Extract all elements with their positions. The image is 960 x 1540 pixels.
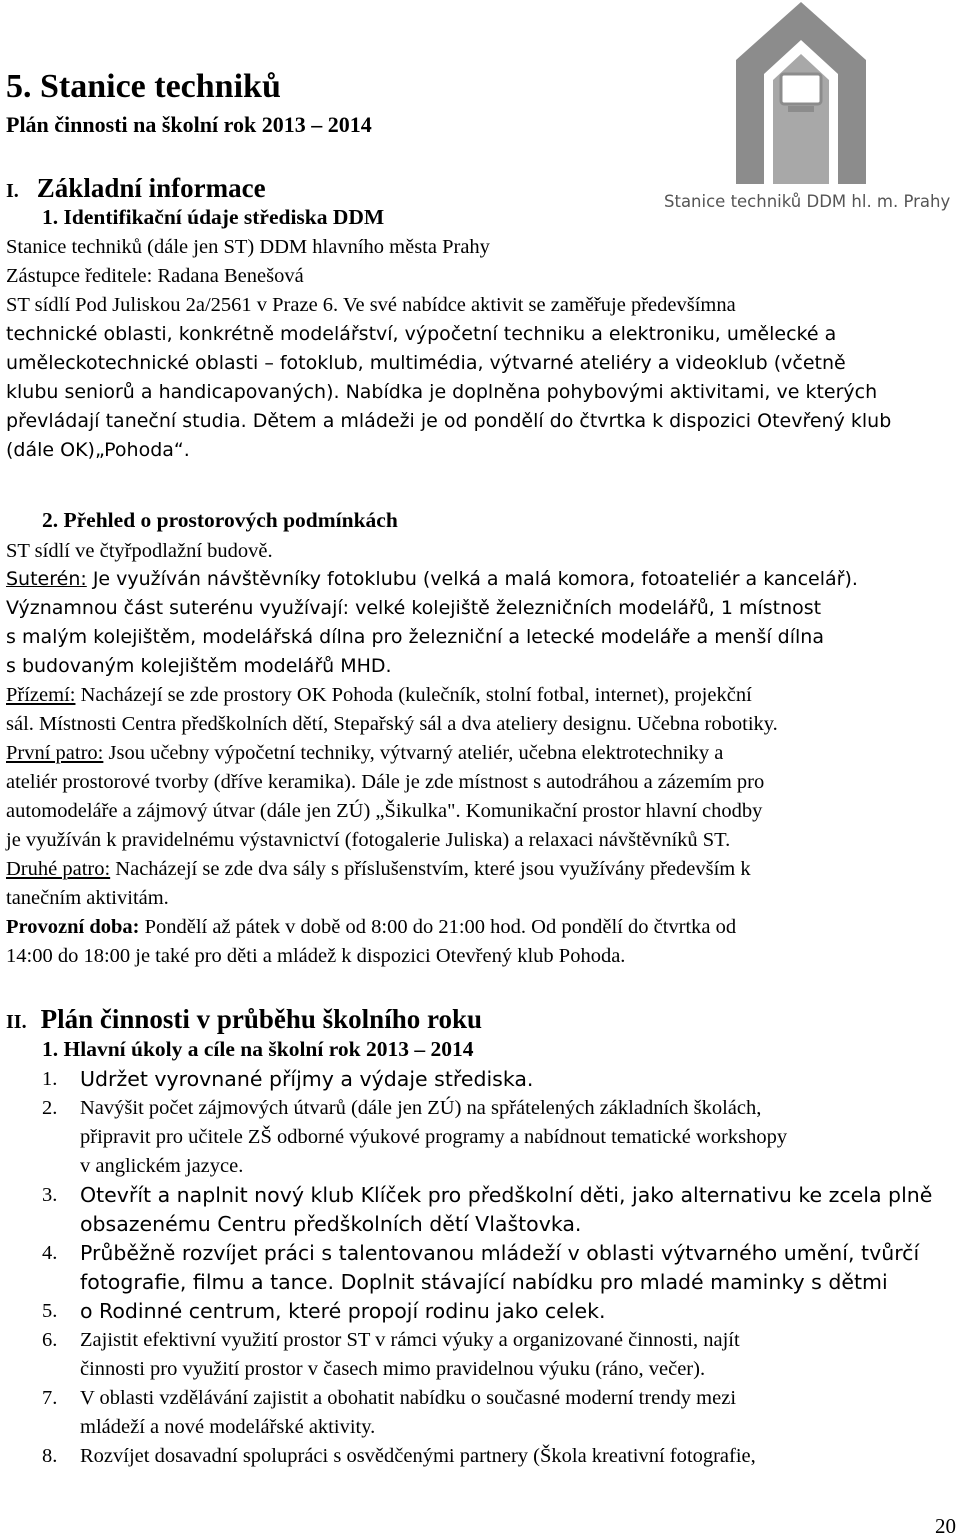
text-line: (dále OK)„Pohoda“. [6,439,190,461]
page-number: 20 [935,1514,956,1538]
text-line: je využíván k pravidelnému výstavnictví (fotogalerie Juliska) a relaxaci návštěvníků ST. [6,829,731,851]
list-item-line: obsazenému Centru předškolních dětí Vlaštovka. [80,1212,582,1236]
first-floor-paragraph [6,739,723,768]
subsection-identification-heading: 1. Identifikační údaje střediska DDM [42,205,385,229]
first-floor-text: Jsou učebny výpočetní techniky, výtvarný ateliér, učebna elektrotechniky a [103,742,724,764]
opening-hours-label: Provozní doba: [6,916,140,938]
basement-text: Je využíván návštěvníky fotoklubu (velká a malá komora, fotoateliér a kancelář). [86,568,858,590]
subsection-goals-heading: 1. Hlavní úkoly a cíle na školní rok 2013 – 2014 [42,1037,474,1061]
list-item: Navýšit počet zájmových útvarů (dále jen ZÚ) na spřátelených základních školách, [80,1097,762,1119]
text-line: převládají taneční studia. Dětem a mládeži je od pondělí do čtvrtka k dispozici Otevřený klub [6,410,892,432]
first-floor-label: První patro: [6,742,104,764]
text-line: Významnou část suterénu využívají: velké kolejiště železničních modelářů, 1 místnost [6,597,822,619]
second-floor-label: Druhé patro: [6,858,111,880]
second-floor-paragraph [6,855,751,884]
list-item-number: 6. [42,1329,58,1351]
opening-hours-text: Pondělí až pátek v době od 8:00 do 21:00 hod. Od pondělí do čtvrtka od [139,916,737,938]
text-line: uměleckotechnické oblasti – fotoklub, multimédia, výtvarné ateliéry a videoklub (včetně [6,352,846,374]
list-item-line: mládeží a nové modelářské aktivity. [80,1416,376,1438]
text-line: ateliér prostorové tvorby (dříve keramika). Dále je zde místnost s autodráhou a zázemím pro [6,771,765,793]
section-2-roman: II. [6,1011,27,1033]
house-computer-logo-icon [736,2,866,187]
page-title: 5. Stanice techniků [6,68,281,105]
section-2-title: Plán činnosti v průběhu školního roku [40,1004,482,1034]
text-line: s malým kolejištěm, modelářská dílna pro železniční a letecké modeláře a menší dílna [6,626,824,648]
text-line: Stanice techniků (dále jen ST) DDM hlavního města Prahy [6,236,490,258]
list-item-line: činnosti pro využití prostor v časech mimo pravidelnou výuku (ráno, večer). [80,1358,706,1380]
text-line: Zástupce ředitele: Radana Benešová [6,265,304,287]
list-item-number: 2. [42,1097,58,1119]
list-item-number: 8. [42,1445,58,1467]
section-1-title: Základní informace [36,173,266,203]
text-line: ST sídlí Pod Juliskou 2a/2561 v Praze 6. Ve své nabídce aktivit se zaměřuje předevšímna [6,294,736,316]
building-text: ST sídlí ve čtyřpodlažní budově. [6,540,273,562]
section-1-heading [6,173,266,204]
list-item: o Rodinné centrum, které propojí rodinu jako celek. [80,1299,606,1323]
list-item: Rozvíjet dosavadní spolupráci s osvědčenými partnery (Škola kreativní fotografie, [80,1445,756,1467]
list-item-number: 7. [42,1387,58,1409]
text-line: tanečním aktivitám. [6,887,169,909]
ground-floor-paragraph [6,681,752,710]
text-line: klubu seniorů a handicapovaných). Nabídka je doplněna pohybovými aktivitami, ve kterých [6,381,878,403]
opening-hours-paragraph [6,913,736,942]
list-item-line: v anglickém jazyce. [80,1155,244,1177]
text-line: sál. Místnosti Centra předškolních dětí, Stepařský sál a dva ateliery designu. Učebna robotiky. [6,713,778,735]
list-item-number: 5. [42,1300,58,1322]
list-item: Průběžně rozvíjet práci s talentovanou mládeží v oblasti výtvarného umění, tvůrčí [80,1241,920,1265]
basement-paragraph [6,565,858,594]
list-item-line: fotografie, filmu a tance. Doplnit stávající nabídku pro mladé maminky s dětmi [80,1270,888,1294]
ground-floor-text: Nacházejí se zde prostory OK Pohoda (kulečník, stolní fotbal, internet), projekční [75,684,752,706]
list-item-number: 3. [42,1184,58,1206]
list-item-number: 1. [42,1068,58,1090]
list-item: Otevřít a naplnit nový klub Klíček pro předškolní děti, jako alternativu ke zcela plně [80,1183,933,1207]
text-line: 14:00 do 18:00 je také pro děti a mládež k dispozici Otevřený klub Pohoda. [6,945,626,967]
list-item: V oblasti vzdělávání zajistit a obohatit nabídku o současné moderní trendy mezi [80,1387,737,1409]
ground-floor-label: Přízemí: [6,684,76,706]
logo-caption: Stanice techniků DDM hl. m. Prahy [664,192,951,211]
subsection-spaces-heading: 2. Přehled o prostorových podmínkách [42,508,398,532]
list-item: Zajistit efektivní využití prostor ST v rámci výuky a organizované činnosti, najít [80,1329,740,1351]
basement-label: Suterén: [6,568,87,590]
section-2-heading [6,1004,482,1035]
section-1-roman: I. [6,180,19,202]
text-line: technické oblasti, konkrétně modelářství, výpočetní techniku a elektroniku, umělecké a [6,323,837,345]
page-subtitle: Plán činnosti na školní rok 2013 – 2014 [6,112,372,137]
second-floor-text: Nacházejí se zde dva sály s příslušenstvím, které jsou využívány především k [110,858,751,880]
text-line: automodeláře a zájmový útvar (dále jen ZÚ) „Šikulka". Komunikační prostor hlavní chodby [6,800,763,822]
text-line: s budovaným kolejištěm modelářů MHD. [6,655,392,677]
list-item-line: připravit pro učitele ZŠ odborné výukové programy a nabídnout tematické workshopy [80,1126,788,1148]
list-item-number: 4. [42,1242,58,1264]
list-item: Udržet vyrovnané příjmy a výdaje střediska. [80,1067,534,1091]
